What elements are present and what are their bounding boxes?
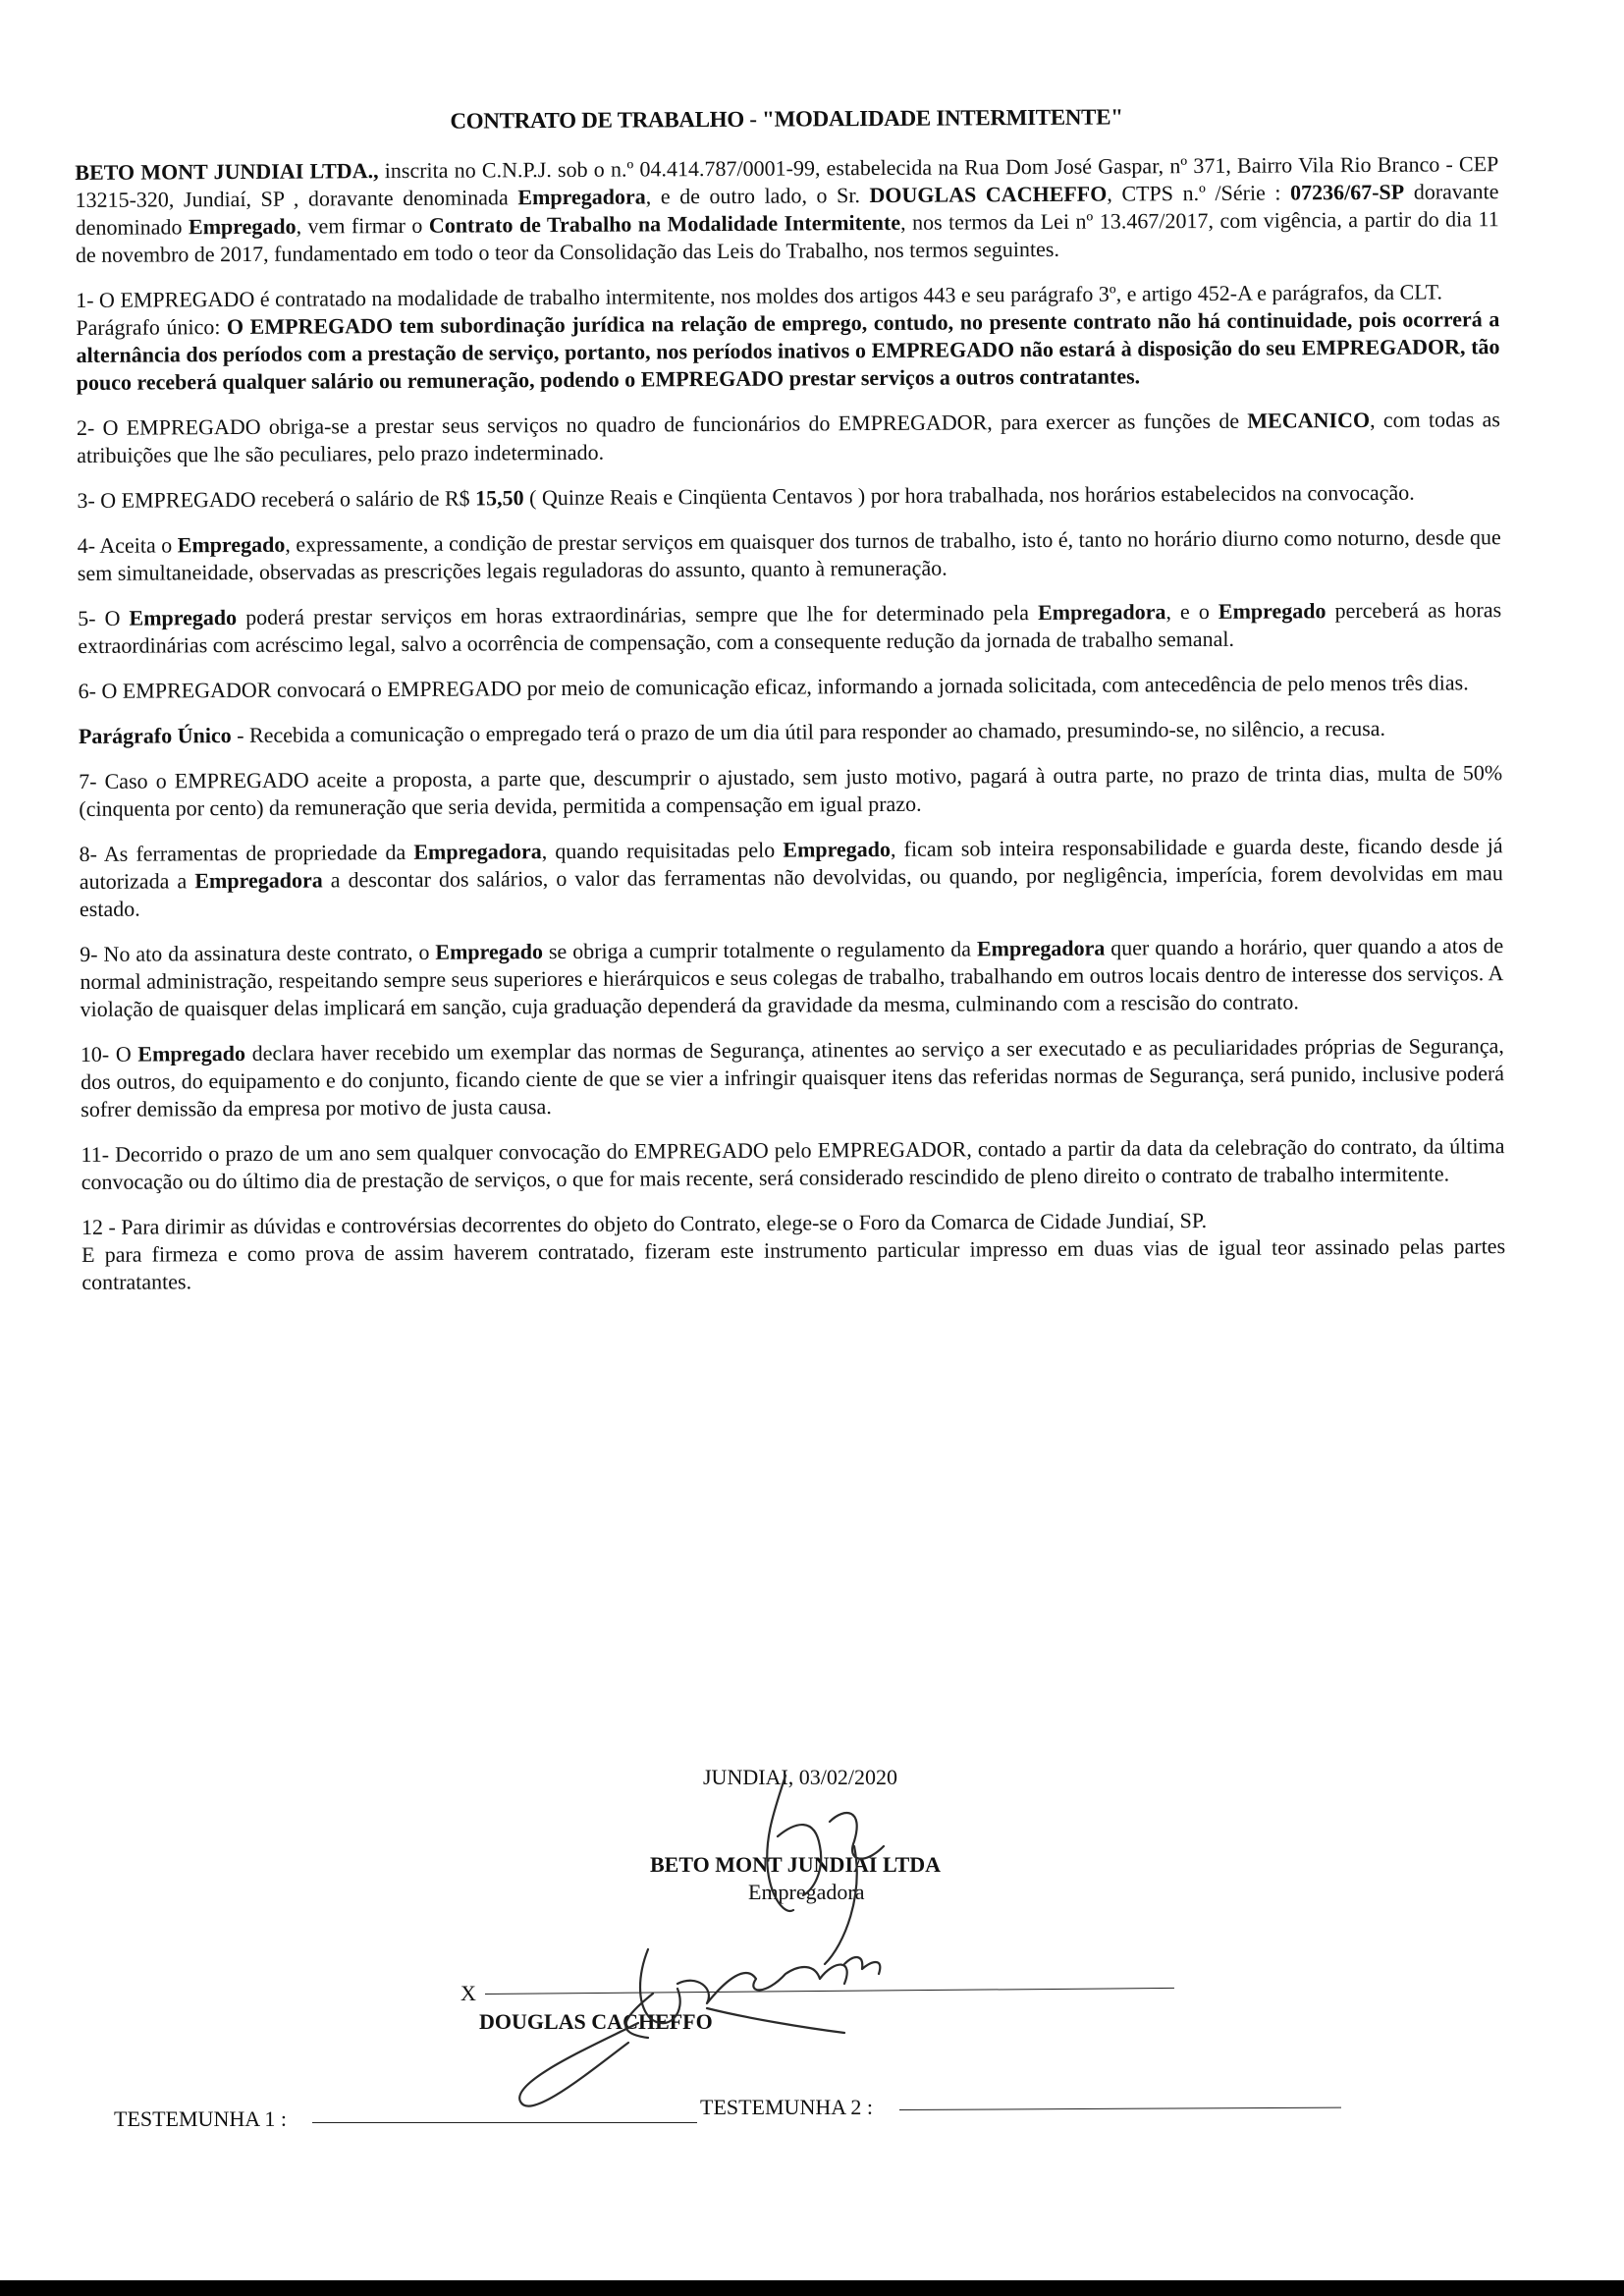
city-date: JUNDIAI, 03/02/2020 [703,1765,897,1789]
employee-signature-name: DOUGLAS CACHEFFO [479,2009,713,2034]
witness-2-label: TESTEMUNHA 2 : [700,2095,873,2119]
hourly-salary: 15,50 [475,485,524,511]
clause-3: 3- O EMPREGADO receberá o salário de R$ 15,50 ( Quinze Reais e Cinqüenta Centavos ) por hora trabalhada, nos horários estabelecidos na convocação. [77,479,1415,513]
witness-2-line [899,2107,1341,2110]
clause-9: 9- No ato da assinatura deste contrato, o Empregado se obriga a cumprir totalmente o regulamento da Empregadora quer quando a horário, quer quando a atos de normal administração, respeitando sempre seus superiores e hierárquicos e seus colegas de trabalho, trabalhando em outros locais dentro de interesse dos serviços. A violação de quaisquer delas implicará em sanção, cuja graduação dependerá da gravidade da mesma, culminando com a rescisão do contrato. [80,933,1504,1021]
signature-mark: X [460,1981,476,2005]
paragraph-label: Parágrafo Único [78,723,232,748]
clause-11: 11- Decorrido o prazo de um ano sem qualquer convocação do EMPREGADO pelo EMPREGADOR, contado a partir da data da celebração do contrato, da última convocação ou do último dia de prestação de serviços, o que for mais recente, será considerado rescindido de pleno direito o contrato de trabalho intermitente. [81,1133,1505,1194]
ctps-number: 07236/67-SP [1289,179,1405,205]
contract-name: Contrato de Trabalho na Modalidade Intermitente [428,209,901,238]
clause-12: 12 - Para dirimir as dúvidas e controvérsias decorrentes do objeto do Contrato, elege-se o Foro da Comarca de Cidade Jundiaí, SP. [81,1207,1208,1239]
scan-bottom-border [0,2280,1624,2296]
clause-8: 8- As ferramentas de propriedade da Empregadora, quando requisitadas pelo Empregado, ficam sob inteira responsabilidade e guarda deste, ficando desde já autorizada a Empregadora a descontar dos salários, o valor das ferramentas não devolvidas, ou quando, por negligência, imperícia, forem devolvidas em mau estado. [79,833,1503,921]
intro-paragraph: BETO MONT JUNDIAI LTDA., inscrita no C.N.P.J. sob o n.º 04.414.787/0001-99, estabelecida na Rua Dom José Gaspar, nº 371, Bairro Vila Rio Branco - CEP 13215-320, Jundiaí, SP , doravante denominada Empregadora, e de outro lado, o Sr. DOUGLAS CACHEFFO, CTPS n.º /Série : 07236/67-SP doravante denominado Empregado, vem firmar o Contrato de Trabalho na Modalidade Intermitente, nos termos da Lei nº 13.467/2017, com vigência, a partir do dia 11 de novembro de 2017, fundamentado em todo o teor da Consolidação das Leis do Trabalho, nos termos seguintes. [75,151,1499,267]
clause-7: 7- Caso o EMPREGADO aceite a proposta, a parte que, descumprir o ajustado, sem justo motivo, pagará à outra parte, no prazo de trinta dias, multa de 50% (cinquenta por cento) da remuneração que seria devida, permitida a compensação em igual prazo. [79,760,1503,821]
paragraph-label: Parágrafo único [76,314,215,340]
witness-1-label: TESTEMUNHA 1 : [114,2106,287,2131]
clause-5: 5- O Empregado poderá prestar serviços em horas extraordinárias, sempre que lhe for determinado pela Empregadora, e o Empregado perceberá as horas extraordinárias com acréscimo legal, salvo a ocorrência de compensação, com a consequente redução da jornada de trabalho semanal. [78,597,1502,658]
clause-1-paragraph: Parágrafo único: O EMPREGADO tem subordinação jurídica na relação de emprego, contudo, no presente contrato não há continuidade, pois ocorrerá a alternância dos períodos com a prestação de serviço, portanto, nos períodos inativos o EMPREGADO não estará à disposição do seu EMPREGADOR, tão pouco receberá qualquer salário ou remuneração, podendo o EMPREGADO prestar serviços a outros contratantes. [76,306,1500,395]
clause-1: 1- O EMPREGADO é contratado na modalidade de trabalho intermitente, nos moldes dos artigos 443 e seu parágrafo 3º, e artigo 452-A e parágrafos, da CLT. [76,279,1443,312]
job-role: MECANICO [1247,407,1371,433]
company-name: BETO MONT JUNDIAI LTDA., [75,158,379,185]
clause-6-paragraph: Parágrafo Único - Recebida a comunicação o empregado terá o prazo de um dia útil para responder ao chamado, presumindo-se, no silêncio, a recusa. [78,715,1386,748]
employee-name: DOUGLAS CACHEFFO [869,181,1108,208]
clause-4: 4- Aceita o Empregado, expressamente, a condição de prestar serviços em quaisquer dos turnos de trabalho, isto é, tanto no horário diurno como noturno, desde que sem simultaneidade, observadas as prescrições legais reguladoras do assunto, quanto à remuneração. [77,524,1501,585]
witness-1-line [312,2122,697,2123]
employer-signature-role: Empregadora [748,1880,865,1904]
clause-10: 10- O Empregado declara haver recebido um exemplar das normas de Segurança, atinentes ao serviço a ser executado e as peculiaridades próprias de Segurança, dos outros, do equipamento e do conjunto, ficando ciente de que se vier a infringir quaisquer itens das referidas normas de Segurança, será punido, inclusive poderá sofrer demissão da empresa por motivo de justa causa. [80,1033,1505,1121]
clause-2: 2- O EMPREGADO obriga-se a prestar seus serviços no quadro de funcionários do EMPREGADOR, para exercer as funções de MECANICO, com todas as atribuições que lhe são peculiares, pelo prazo indeterminado. [76,407,1501,467]
closing-statement: E para firmeza e como prova de assim haverem contratado, fizeram este instrumento particular impresso em duas vias de igual teor assinado pelas partes contratantes. [81,1233,1506,1294]
contract-body [75,101,1505,1314]
employer-signature-name: BETO MONT JUNDIAI LTDA [650,1852,942,1877]
clause-6: 6- O EMPREGADOR convocará o EMPREGADO por meio de comunicação eficaz, informando a jornada solicitada, com antecedência de pelo menos três dias. [78,670,1469,703]
employee-signature-line [485,1988,1174,1995]
document-title: CONTRATO DE TRABALHO - "MODALIDADE INTERMITENTE" [450,104,1123,134]
